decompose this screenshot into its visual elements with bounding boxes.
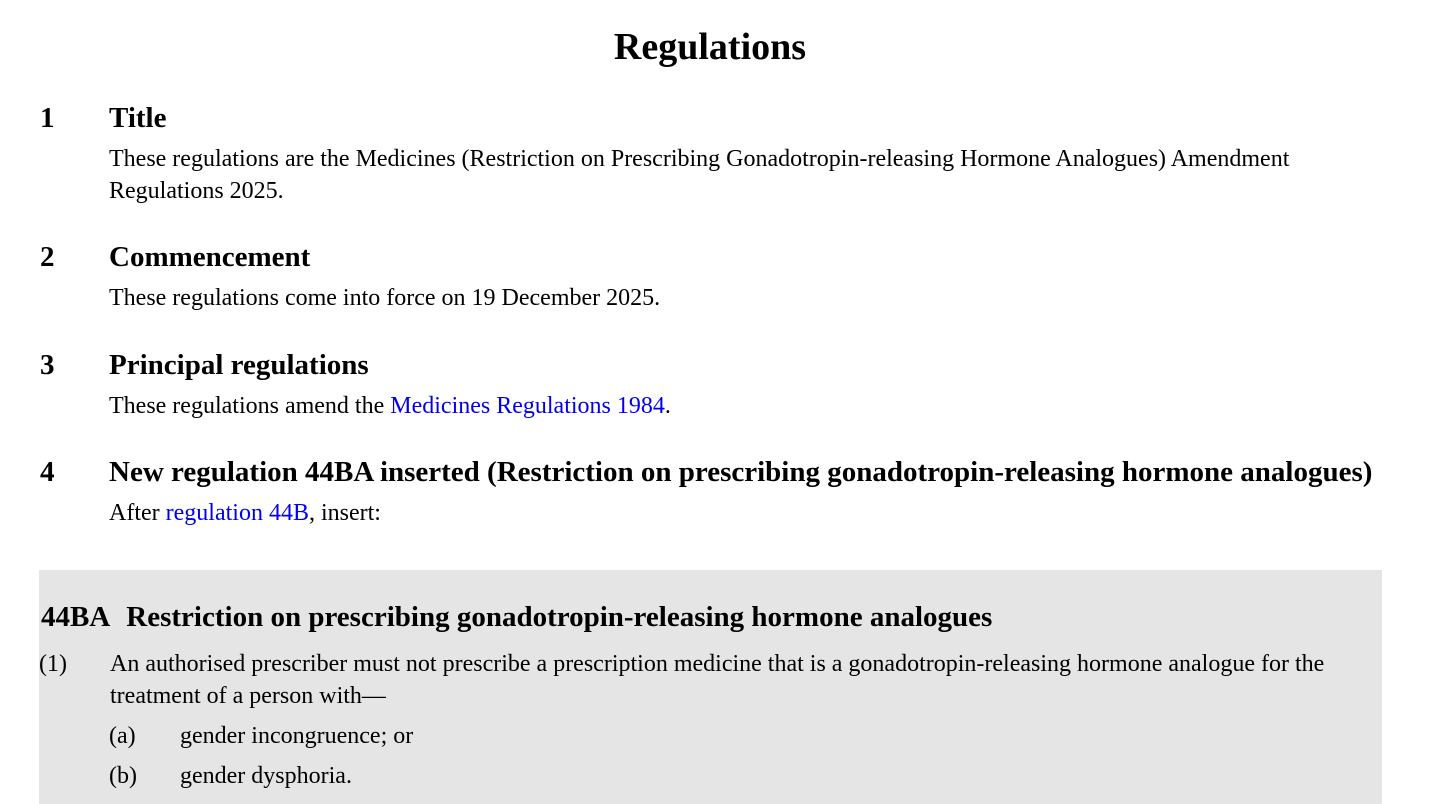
paragraph-label: (a): [109, 723, 136, 749]
body-text-prefix: After: [109, 500, 166, 526]
section-number: 2: [40, 241, 55, 273]
section-header: [40, 238, 1380, 277]
medicines-regulations-1984-link[interactable]: Medicines Regulations 1984: [390, 393, 665, 419]
section-new-regulation: [40, 453, 1380, 529]
subclause-label: (1): [39, 651, 67, 677]
body-text-suffix: .: [664, 393, 671, 419]
section-number: 4: [40, 456, 55, 488]
section-body: [109, 390, 1380, 422]
section-number: 1: [40, 102, 55, 134]
body-text-suffix: , insert:: [308, 500, 381, 526]
paragraph-text: gender dysphoria.: [180, 763, 352, 789]
regulation-number: 44BA: [41, 601, 111, 633]
section-heading: Title: [109, 102, 167, 134]
regulation-heading-text: Restriction on prescribing gonadotropin-releasing hormone analogues: [126, 601, 993, 633]
section-heading: Principal regulations: [109, 349, 369, 381]
section-commencement: [40, 238, 1380, 314]
page-title: Regulations: [613, 26, 807, 68]
section-number: 3: [40, 349, 55, 381]
section-principal-regulations: [40, 346, 1380, 422]
section-header: [40, 453, 1380, 492]
body-text-prefix: These regulations amend the: [109, 393, 391, 419]
section-body: These regulations come into force on 19 December 2025.: [109, 285, 661, 311]
subclause-text: An authorised prescriber must not prescribe a prescription medicine that is a gonadotropin-releasing hormone analogue for the treatment of a person with—: [110, 651, 1325, 709]
section-title: [40, 99, 1380, 207]
section-heading: New regulation 44BA inserted (Restriction on prescribing gonadotropin-releasing hormone analogues): [109, 456, 1373, 488]
paragraph-text: gender incongruence; or: [180, 723, 414, 749]
section-header: [40, 99, 1380, 138]
regulation-44b-link[interactable]: regulation 44B: [165, 500, 309, 526]
section-body: [109, 497, 1380, 529]
section-heading: Commencement: [109, 241, 311, 273]
inserted-regulation-heading: [41, 598, 992, 636]
section-body: These regulations are the Medicines (Restriction on Prescribing Gonadotropin-releasing Hormone Analogues) Amendment Regulations 2025.: [109, 146, 1290, 204]
subclause-1: [39, 648, 1382, 712]
section-header: [40, 346, 1380, 385]
paragraph-b: [109, 760, 352, 792]
paragraph-a: [109, 720, 413, 752]
paragraph-label: (b): [109, 763, 137, 789]
inserted-regulation-box: [39, 570, 1382, 804]
